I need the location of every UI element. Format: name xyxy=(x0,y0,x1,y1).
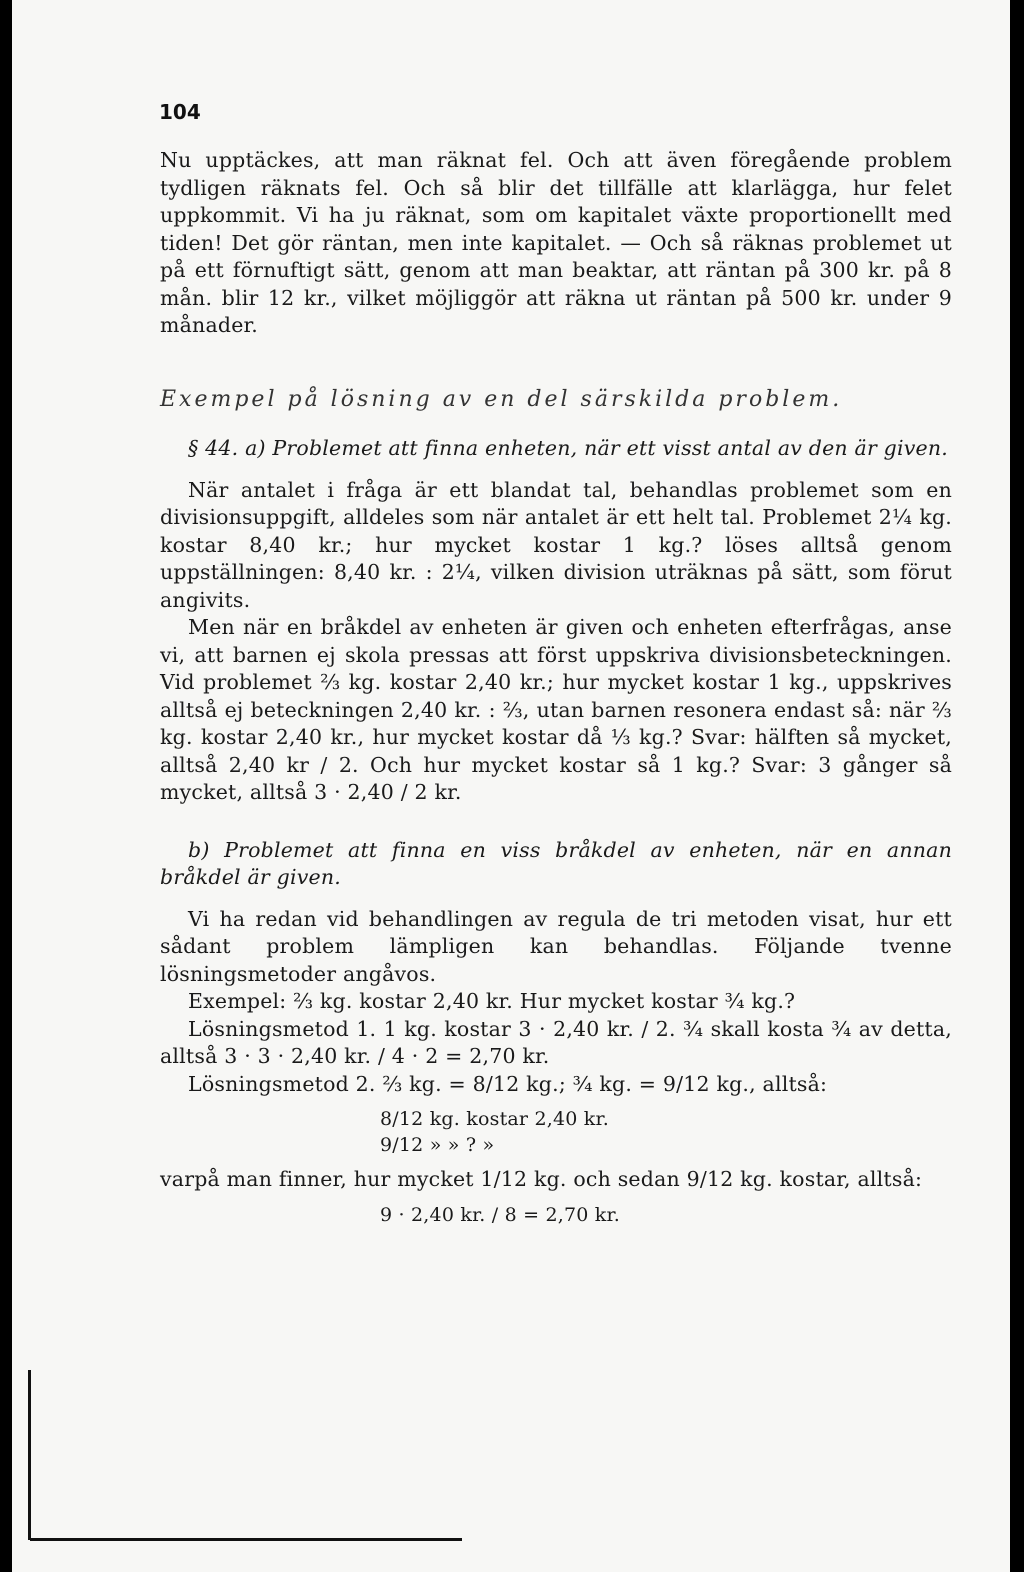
formula-line-2: 9/12 » » ? » xyxy=(380,1134,495,1156)
formula-setup xyxy=(380,1106,952,1158)
formula-final: 9 · 2,40 kr. / 8 = 2,70 kr. xyxy=(380,1203,620,1226)
intro-paragraph: Nu upptäckes, att man räknat fel. Och att även föregående problem tydligen räknats fel. Och så blir det tillfälle att klarlägga, hur felet uppkommit. Vi ha ju räknat, som om kapitalet växte proportionellt med tiden! Det gör räntan, men inte kapitalet. — Och så räknas problemet ut på ett förnuftigt sätt, genom att man beaktar, att räntan på 300 kr. på 8 mån. blir 12 kr., vilket möjliggör att räkna ut räntan på 500 kr. under 9 månader. xyxy=(160,148,952,337)
page-edge-right xyxy=(1010,0,1024,1572)
body-text xyxy=(160,147,952,1236)
section-44a-heading: § 44. a) Problemet att finna enheten, när ett visst antal av den är given. xyxy=(188,436,948,460)
paragraph-mixed-number: När antalet i fråga är ett blandat tal, behandlas problemet som en divisionsuppgift, alldeles som när antalet är ett helt tal. Problemet 2¼ kg. kostar 8,40 kr.; hur mycket kostar 1 kg.? löses alltså genom uppställningen: 8,40 kr. : 2¼, vilken division uträknas på sätt, som förut angivits. xyxy=(160,477,952,612)
paragraph-fraction-given: Men när en bråkdel av enheten är given och enheten efterfrågas, anse vi, att barnen ej skola pressas att först uppskriva divisionsbeteckningen. Vid problemet ⅔ kg. kostar 2,40 kr.; hur mycket kostar 1 kg., uppskrives alltså ej beteckningen 2,40 kr. : ⅔, utan barnen resonera endast så: när ⅔ kg. kostar 2,40 kr., hur mycket kostar då ⅓ kg.? Svar: hälften så mycket, alltså 2,40 kr / 2. Och hur mycket kostar så 1 kg.? Svar: 3 gånger så mycket, alltså 3 · 2,40 / 2 kr. xyxy=(160,615,952,804)
method-2: Lösningsmetod 2. ⅔ kg. = 8/12 kg.; ¾ kg. = 9/12 kg., alltså: xyxy=(188,1071,828,1096)
paragraph-methods: Vi ha redan vid behandlingen av regula de tri metoden visat, hur ett sådant problem lämpligen kan behandlas. Följande tvenne lösningsmetoder angåvos. xyxy=(160,906,952,986)
page-edge-left xyxy=(0,0,12,1572)
paragraph-conclusion: varpå man finner, hur mycket 1/12 kg. och sedan 9/12 kg. kostar, alltså: xyxy=(160,1167,923,1191)
section-b-heading: b) Problemet att finna en viss bråkdel av enheten, när en annan bråkdel är given. xyxy=(160,837,952,889)
method-1: Lösningsmetod 1. 1 kg. kostar 3 · 2,40 kr. / 2. ¾ skall kosta ¾ av detta, alltså 3 · 3 · 2,40 kr. / 4 · 2 = 2,70 kr. xyxy=(160,1016,952,1068)
scan-frame-left xyxy=(28,1370,31,1540)
example-line: Exempel: ⅔ kg. kostar 2,40 kr. Hur mycket kostar ¾ kg.? xyxy=(188,989,796,1013)
section-heading: Exempel på lösning av en del särskilda problem. xyxy=(160,386,843,412)
formula-line-1: 8/12 kg. kostar 2,40 kr. xyxy=(380,1108,609,1130)
page-number: 104 xyxy=(159,100,201,124)
scan-frame-bottom xyxy=(30,1538,462,1541)
